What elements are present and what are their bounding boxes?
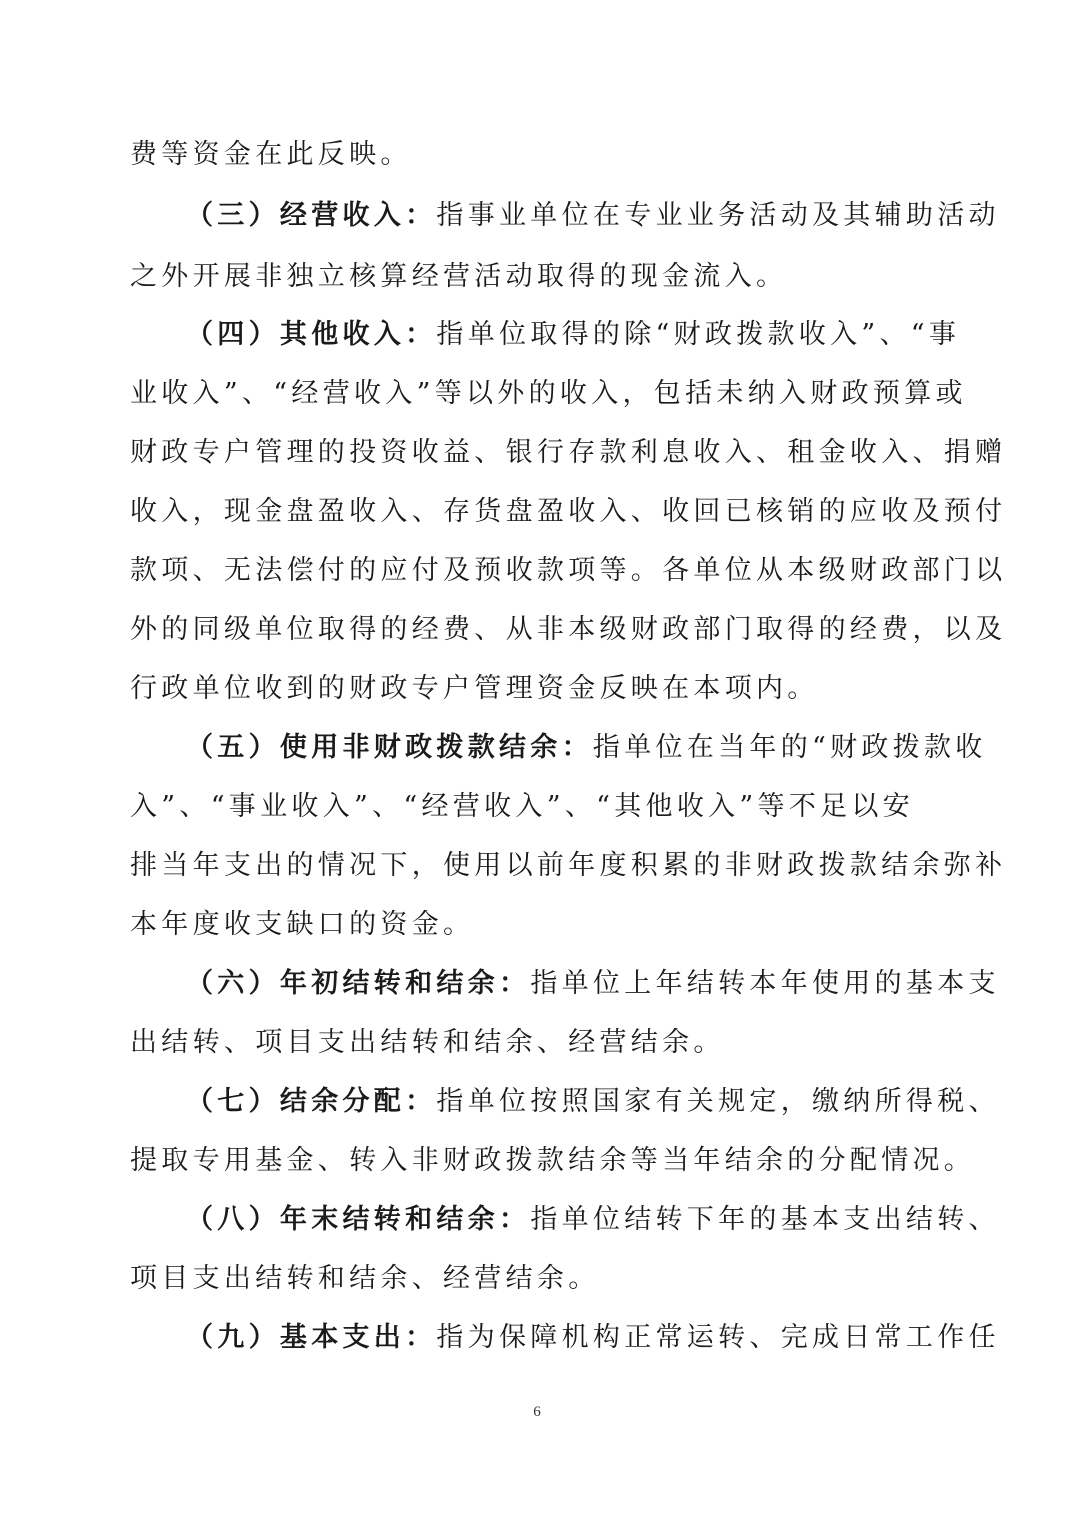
line-text: 费等资金在此反映。 — [130, 139, 412, 170]
page-number: 6 — [533, 1404, 541, 1420]
paragraph-4-line-1 — [186, 315, 961, 355]
line-text: 指单位上年结转本年使用的基本支 — [530, 968, 1000, 999]
paragraph-6-line-2 — [130, 1023, 946, 1063]
section-heading-3: （三）经营收入： — [186, 200, 437, 231]
line-text: 行政单位收到的财政专户管理资金反映在本项内。 — [130, 673, 819, 704]
section-heading-5: （五）使用非财政拨款结余： — [186, 732, 593, 763]
paragraph-8-line-2 — [130, 1259, 946, 1299]
paragraph-4-line-6 — [130, 610, 1007, 650]
text-line-1 — [130, 135, 946, 175]
paragraph-5-line-3 — [130, 846, 1007, 886]
paragraph-7-line-1 — [186, 1082, 1000, 1122]
line-text: 项目支出结转和结余、经营结余。 — [130, 1263, 600, 1294]
line-text: 指单位结转下年的基本支出结转、 — [530, 1204, 1000, 1235]
line-text: 提取专用基金、转入非财政拨款结余等当年结余的分配情况。 — [130, 1145, 976, 1176]
line-text: 指单位按照国家有关规定，缴纳所得税、 — [436, 1086, 1000, 1117]
paragraph-5-line-1 — [186, 728, 987, 768]
line-text: 指为保障机构正常运转、完成日常工作任 — [436, 1322, 1000, 1353]
paragraph-4-line-2 — [130, 374, 967, 414]
paragraph-4-line-4 — [130, 492, 1007, 532]
paragraph-5-line-4 — [130, 905, 946, 945]
paragraph-8-line-1 — [186, 1200, 1000, 1240]
line-text: 财政专户管理的投资收益、银行存款利息收入、租金收入、捐赠 — [130, 437, 1007, 468]
line-text: 收入，现金盘盈收入、存货盘盈收入、收回已核销的应收及预付 — [130, 496, 1007, 527]
paragraph-3-line-2 — [130, 257, 946, 297]
paragraph-4-line-7 — [130, 669, 946, 709]
line-text: 业收入”、“经营收入”等以外的收入，包括未纳入财政预算或 — [130, 378, 967, 409]
section-heading-7: （七）结余分配： — [186, 1086, 437, 1117]
line-text: 出结转、项目支出结转和结余、经营结余。 — [130, 1027, 725, 1058]
line-text: 款项、无法偿付的应付及预收款项等。各单位从本级财政部门以 — [130, 555, 1007, 586]
section-heading-4: （四）其他收入： — [186, 319, 437, 350]
paragraph-4-line-5 — [130, 551, 1007, 591]
section-heading-9: （九）基本支出： — [186, 1322, 437, 1353]
paragraph-6-line-1 — [186, 964, 1000, 1004]
paragraph-9-line-1 — [186, 1318, 1000, 1358]
line-text: 外的同级单位取得的经费、从非本级财政部门取得的经费，以及 — [130, 614, 1007, 645]
line-text: 指单位取得的除“财政拨款收入”、“事 — [436, 319, 961, 350]
paragraph-5-line-2 — [130, 787, 946, 827]
line-text: 指事业单位在专业业务活动及其辅助活动 — [436, 200, 1000, 231]
section-heading-6: （六）年初结转和结余： — [186, 968, 531, 999]
line-text: 本年度收支缺口的资金。 — [130, 909, 475, 940]
line-text: 入”、“事业收入”、“经营收入”、“其他收入”等不足以安 — [130, 791, 915, 822]
paragraph-7-line-2 — [130, 1141, 976, 1181]
line-text: 指单位在当年的“财政拨款收 — [592, 732, 987, 763]
section-heading-8: （八）年末结转和结余： — [186, 1204, 531, 1235]
paragraph-3-line-1 — [186, 196, 1000, 236]
line-text: 之外开展非独立核算经营活动取得的现金流入。 — [130, 261, 788, 292]
line-text: 排当年支出的情况下，使用以前年度积累的非财政拨款结余弥补 — [130, 850, 1007, 881]
paragraph-4-line-3 — [130, 433, 1007, 473]
